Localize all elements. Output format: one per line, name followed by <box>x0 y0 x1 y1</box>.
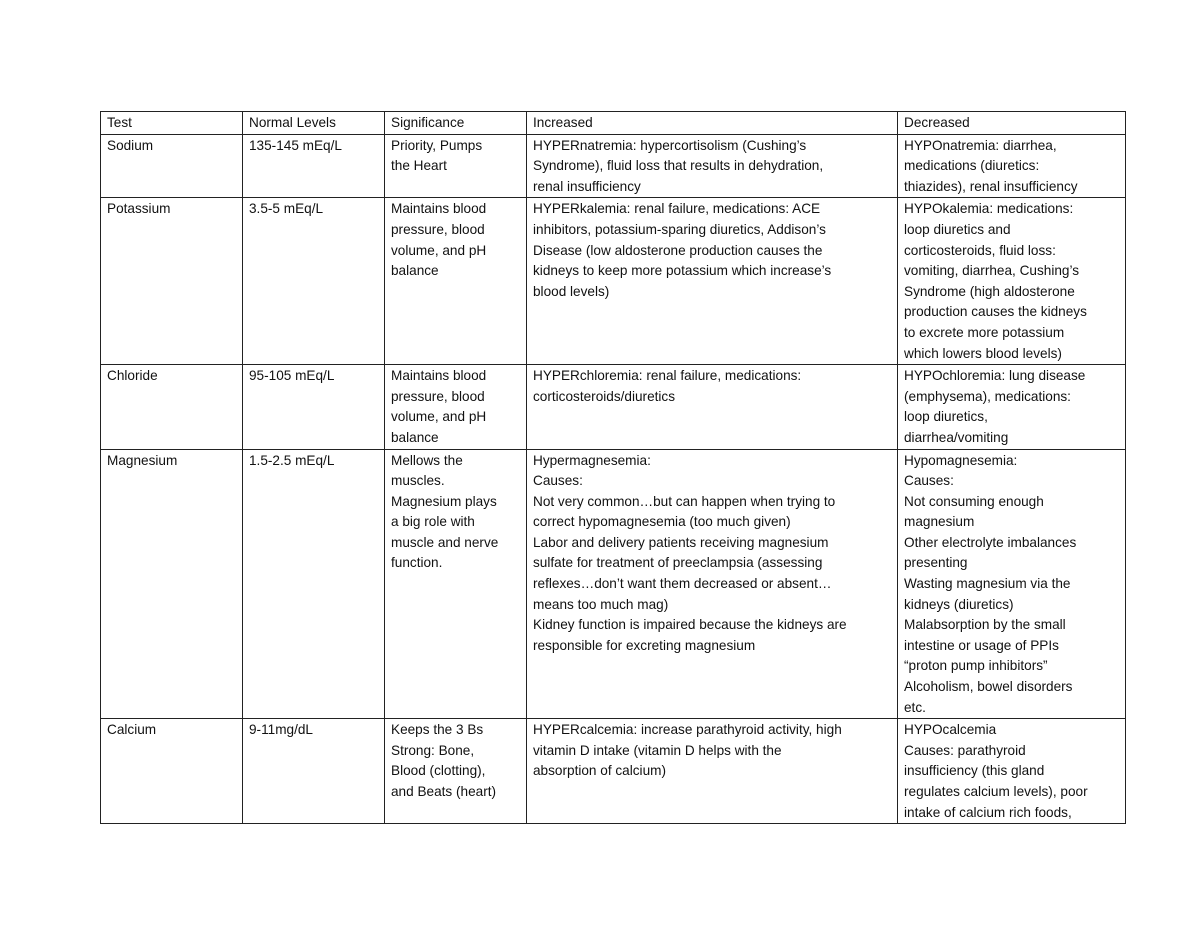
cell-line: HYPERcalcemia: increase parathyroid activity, high <box>533 722 842 738</box>
header-row <box>101 112 1126 135</box>
cell-line: balance <box>391 429 439 445</box>
cell-line: volume, and pH <box>391 409 487 425</box>
cell-line: HYPOcalcemia <box>904 722 997 738</box>
cell-line: “proton pump inhibitors” <box>904 658 1048 674</box>
normal-level-cell: 1.5-2.5 mEq/L <box>243 449 385 719</box>
cell-line: Magnesium plays <box>391 493 497 509</box>
header-decreased: Decreased <box>898 112 1126 135</box>
decreased-cell <box>898 365 1126 449</box>
cell-line: Malabsorption by the small <box>904 617 1066 633</box>
increased-cell <box>527 449 898 719</box>
table-row-potassium <box>101 198 1126 365</box>
table-row-sodium <box>101 134 1126 198</box>
increased-cell <box>527 365 898 449</box>
cell-line: and Beats (heart) <box>391 784 497 799</box>
significance-cell <box>385 134 527 198</box>
cell-line: Keeps the 3 Bs <box>391 722 484 738</box>
significance-cell <box>385 365 527 449</box>
cell-line: Causes: parathyroid <box>904 742 1026 758</box>
cell-line: renal insufficiency <box>533 178 641 194</box>
cell-line: Disease (low aldosterone production causes the <box>533 242 823 258</box>
cell-line: corticosteroids/diuretics <box>533 388 676 404</box>
cell-line: Blood (clotting), <box>391 763 486 779</box>
cell-line: Not very common…but can happen when trying to <box>533 493 836 509</box>
cell-line: balance <box>391 263 439 279</box>
decreased-cell <box>898 449 1126 719</box>
cell-line: Hypomagnesemia: <box>904 452 1018 468</box>
normal-level-cell: 9-11mg/dL <box>243 719 385 824</box>
cell-line: corticosteroids, fluid loss: <box>904 242 1056 258</box>
cell-line: to excrete more potassium <box>904 324 1065 340</box>
decreased-cell <box>898 134 1126 198</box>
header-test: Test <box>101 112 243 135</box>
increased-cell <box>527 719 898 824</box>
cell-line: HYPOnatremia: diarrhea, <box>904 137 1057 153</box>
normal-level-cell: 135-145 mEq/L <box>243 134 385 198</box>
test-cell: Potassium <box>101 198 243 365</box>
cell-line: diarrhea/vomiting <box>904 429 1009 445</box>
significance-cell <box>385 719 527 824</box>
cell-line: reflexes…don’t want them decreased or absent… <box>533 576 832 592</box>
test-cell: Chloride <box>101 365 243 449</box>
cell-line: Priority, Pumps <box>391 137 483 153</box>
cell-line: (emphysema), medications: <box>904 388 1071 404</box>
cell-line: regulates calcium levels), poor <box>904 784 1088 799</box>
cell-line: muscle and nerve <box>391 534 499 550</box>
cell-line: kidneys (diuretics) <box>904 596 1014 612</box>
cell-line: correct hypomagnesemia (too much given) <box>533 514 791 530</box>
increased-cell <box>527 134 898 198</box>
cell-line: magnesium <box>904 514 975 530</box>
cell-line: Strong: Bone, <box>391 742 475 758</box>
cell-line: vitamin D intake (vitamin D helps with the <box>533 742 782 758</box>
cell-line: medications (diuretics: <box>904 158 1040 174</box>
cell-line: Maintains blood <box>391 368 487 384</box>
cell-line: Maintains blood <box>391 201 487 217</box>
cell-line: muscles. <box>391 473 445 489</box>
cell-line: Mellows the <box>391 452 463 468</box>
header-normal-levels: Normal Levels <box>243 112 385 135</box>
table-row-magnesium <box>101 449 1126 719</box>
cell-line: Hypermagnesemia: <box>533 452 651 468</box>
test-cell: Magnesium <box>101 449 243 719</box>
cell-line: pressure, blood <box>391 221 485 237</box>
cell-line: insufficiency (this gland <box>904 763 1045 779</box>
cell-line: HYPERnatremia: hypercortisolism (Cushing’s <box>533 137 807 153</box>
test-cell: Sodium <box>101 134 243 198</box>
test-cell: Calcium <box>101 719 243 824</box>
cell-line: Syndrome (high aldosterone <box>904 283 1075 299</box>
cell-line: Alcoholism, bowel disorders <box>904 679 1073 695</box>
electrolyte-table <box>100 111 1126 824</box>
cell-line: the Heart <box>391 158 447 174</box>
significance-cell <box>385 198 527 365</box>
cell-line: Not consuming enough <box>904 493 1044 509</box>
header-increased: Increased <box>527 112 898 135</box>
cell-line: function. <box>391 555 443 571</box>
cell-line: intake of calcium rich foods, <box>904 804 1072 820</box>
cell-line: thiazides), renal insufficiency <box>904 178 1078 194</box>
cell-line: blood levels) <box>533 283 610 299</box>
table-row-chloride <box>101 365 1126 449</box>
cell-line: vomiting, diarrhea, Cushing’s <box>904 263 1080 279</box>
cell-line: means too much mag) <box>533 596 669 612</box>
cell-line: Causes: <box>533 473 583 489</box>
cell-line: HYPOkalemia: medications: <box>904 201 1074 217</box>
cell-line: a big role with <box>391 514 475 530</box>
normal-level-cell: 95-105 mEq/L <box>243 365 385 449</box>
cell-line: kidneys to keep more potassium which increase’s <box>533 263 832 279</box>
cell-line: production causes the kidneys <box>904 304 1087 320</box>
cell-line: inhibitors, potassium-sparing diuretics, Addison’s <box>533 221 826 237</box>
cell-line: which lowers blood levels) <box>904 345 1062 361</box>
cell-line: volume, and pH <box>391 242 487 258</box>
cell-line: pressure, blood <box>391 388 485 404</box>
cell-line: etc. <box>904 699 926 715</box>
cell-line: Kidney function is impaired because the kidneys are <box>533 617 847 633</box>
cell-line: responsible for excreting magnesium <box>533 637 756 653</box>
cell-line: Wasting magnesium via the <box>904 576 1071 592</box>
decreased-cell <box>898 719 1126 824</box>
cell-line: HYPERkalemia: renal failure, medications: ACE <box>533 201 821 217</box>
cell-line: Syndrome), fluid loss that results in dehydration, <box>533 158 824 174</box>
cell-line: sulfate for treatment of preeclampsia (assessing <box>533 555 823 571</box>
cell-line: Labor and delivery patients receiving magnesium <box>533 534 829 550</box>
cell-line: loop diuretics and <box>904 221 1011 237</box>
cell-line: presenting <box>904 555 968 571</box>
table-row-calcium <box>101 719 1126 824</box>
cell-line: HYPOchloremia: lung disease <box>904 368 1086 384</box>
normal-level-cell: 3.5-5 mEq/L <box>243 198 385 365</box>
cell-line: loop diuretics, <box>904 409 988 425</box>
increased-cell <box>527 198 898 365</box>
significance-cell <box>385 449 527 719</box>
header-significance: Significance <box>385 112 527 135</box>
cell-line: intestine or usage of PPIs <box>904 637 1059 653</box>
cell-line: Causes: <box>904 473 954 489</box>
cell-line: Other electrolyte imbalances <box>904 534 1077 550</box>
cell-line: HYPERchloremia: renal failure, medications: <box>533 368 802 384</box>
cell-line: absorption of calcium) <box>533 763 666 779</box>
decreased-cell <box>898 198 1126 365</box>
